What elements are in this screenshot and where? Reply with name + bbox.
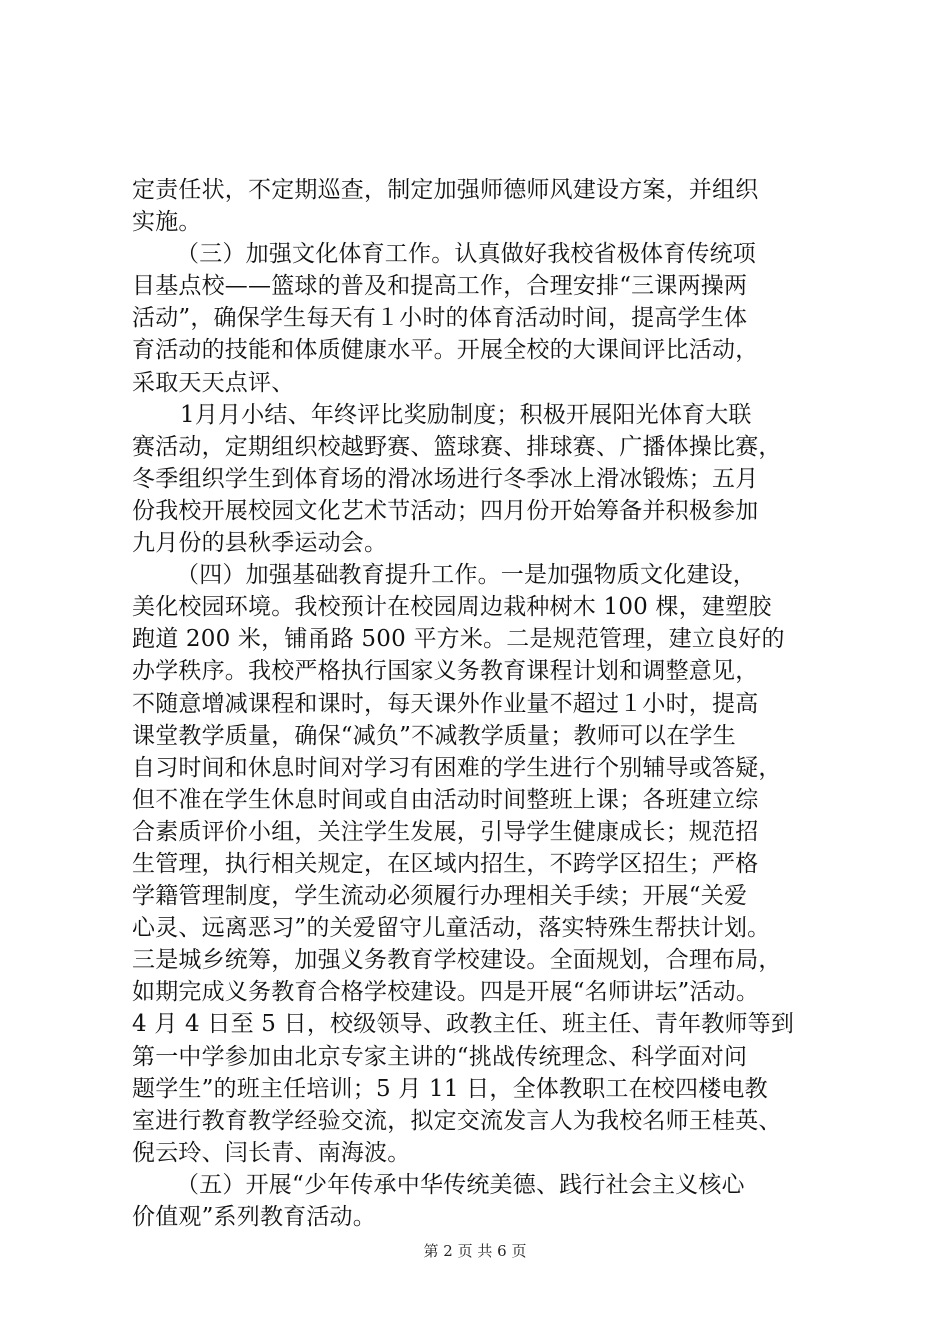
text-line: 赛活动，定期组织校越野赛、篮球赛、排球赛、广播体操比赛， (132, 433, 782, 460)
section-heading-line: （五）开展“少年传承中华传统美德、践行社会主义核心 (176, 1171, 745, 1198)
text-line: 合素质评价小组，关注学生发展，引导学生健康成长；规范招 (132, 818, 759, 845)
page-number-footer: 第 2 页 共 6 页 (423, 1242, 527, 1260)
text-line: 如期完成义务教育合格学校建设。四是开展“名师讲坛”活动。 (132, 979, 760, 1006)
text-line: 美化校园环境。我校预计在校园周边栽种树木 100 棵，建塑胶 (132, 594, 772, 621)
text-line: 但不准在学生休息时间或自由活动时间整班上课；各班建立综 (132, 786, 759, 813)
document-body (132, 174, 832, 1233)
text-line: 生管理，执行相关规定，在区域内招生，不跨学区招生；严格 (132, 850, 759, 877)
text-line: 办学秩序。我校严格执行国家义务教育课程计划和调整意见， (132, 658, 759, 685)
text-line: 1月月小结、年终评比奖励制度；积极开展阳光体育大联 (180, 401, 752, 428)
text-line: 份我校开展校园文化艺术节活动；四月份开始筹备并积极参加 (132, 497, 759, 524)
text-line: 室进行教育教学经验交流，拟定交流发言人为我校名师王桂英、 (132, 1107, 782, 1134)
text-line: 自习时间和休息时间对学习有困难的学生进行个别辅导或答疑， (132, 754, 782, 781)
text-line: 冬季组织学生到体育场的滑冰场进行冬季冰上滑冰锻炼；五月 (132, 465, 759, 492)
text-line: 采取天天点评、 (132, 369, 295, 396)
text-line: 心灵、远离恶习”的关爱留守儿童活动，落实特殊生帮扶计划。 (132, 915, 771, 942)
text-line: 三是城乡统筹，加强义务教育学校建设。全面规划，合理布局， (132, 947, 782, 974)
text-line: 九月份的县秋季运动会。 (132, 530, 388, 557)
text-line: 学籍管理制度，学生流动必须履行办理相关手续；开展“关爱 (132, 883, 748, 910)
text-line: 实施。 (132, 209, 202, 236)
section-heading-line: （四）加强基础教育提升工作。一是加强物质文化建设， (176, 562, 756, 589)
text-line: 目基点校——篮球的普及和提高工作，合理安排“三课两操两 (132, 273, 748, 300)
section-heading-line: （三）加强文化体育工作。认真做好我校省极体育传统项 (176, 241, 756, 268)
text-line: 定责任状，不定期巡查，制定加强师德师风建设方案，并组织 (132, 177, 759, 203)
text-line: 活动”，确保学生每天有１小时的体育活动时间，提高学生体 (132, 305, 748, 332)
text-line: 跑道 200 米，铺甬路 500 平方米。二是规范管理，建立良好的 (132, 626, 785, 653)
text-line: 价值观”系列教育活动。 (132, 1204, 376, 1230)
text-line: 不随意增减课程和课时，每天课外作业量不超过１小时，提高 (132, 690, 759, 717)
text-line: 题学生”的班主任培训；5 月 11 日，全体教职工在校四楼电教 (132, 1075, 768, 1102)
text-line: 课堂教学质量，确保“减负”不减教学质量；教师可以在学生 (132, 722, 736, 749)
text-line: 4 月 4 日至 5 日，校级领导、政教主任、班主任、青年教师等到 (132, 1011, 795, 1038)
text-line: 育活动的技能和体质健康水平。开展全校的大课间评比活动， (132, 337, 759, 364)
text-line: 倪云玲、闫长青、南海波。 (132, 1139, 411, 1166)
text-line: 第一中学参加由北京专家主讲的“挑战传统理念、科学面对问 (132, 1043, 748, 1070)
